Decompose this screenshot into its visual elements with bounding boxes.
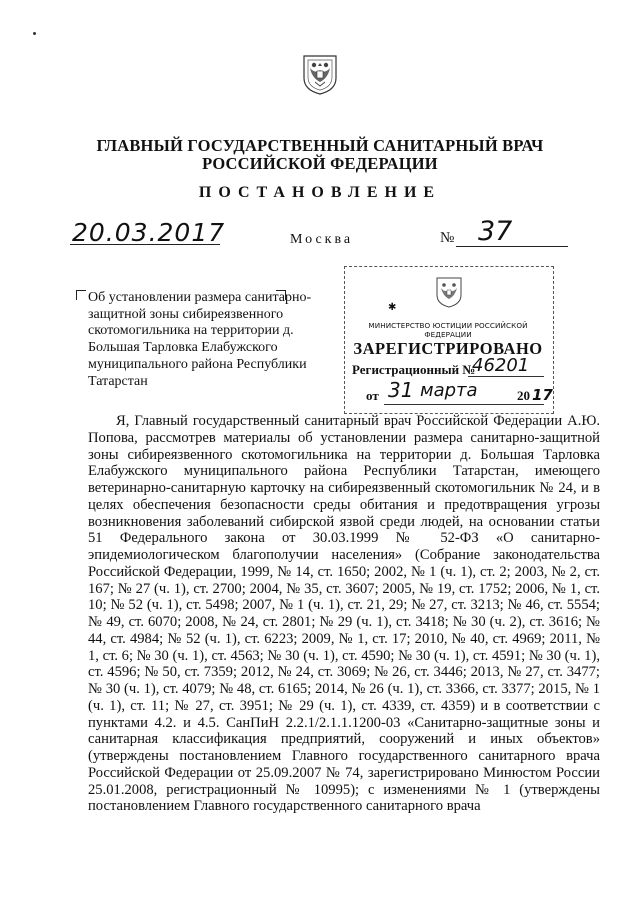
city: Москва: [290, 232, 354, 247]
subject-bracket-left: [76, 290, 86, 300]
date-underline: [70, 244, 220, 245]
stamp-date-prefix: от: [366, 388, 379, 403]
stamp-reg-label: Регистрационный №: [352, 362, 476, 377]
stamp-ministry: МИНИСТЕРСТВО ЮСТИЦИИ РОССИЙСКОЙ ФЕДЕРАЦИИ: [368, 321, 528, 339]
stamp-year-prefix: 20: [517, 388, 530, 403]
stamp-registered: ЗАРЕГИСТРИРОВАНО: [353, 339, 543, 358]
stamp-mark-icon: ✱: [388, 302, 397, 313]
coat-of-arms-emblem-icon: [300, 52, 340, 96]
stamp-year-suffix: 17: [532, 386, 553, 404]
issuer-title: ГЛАВНЫЙ ГОСУДАРСТВЕННЫЙ САНИТАРНЫЙ ВРАЧ: [96, 136, 544, 155]
document-type: ПОСТАНОВЛЕНИЕ: [198, 184, 442, 201]
decree-subject: Об установлении размера санитарно-защитной зоны сибиреязвенного скотомогильника на территории д. Большая Тарловка Елабужского муниципального района Республики Татарстан: [88, 290, 312, 389]
decree-number: 37: [478, 216, 513, 247]
stamp-reg-number: 46201: [472, 355, 530, 376]
scan-speck: [33, 32, 36, 35]
stamp-reg-underline: [468, 376, 544, 377]
stamp-day: 31: [388, 378, 414, 402]
decree-date: 20.03.2017: [72, 218, 226, 247]
stamp-date-underline: [384, 404, 544, 405]
stamp-month: марта: [420, 380, 478, 401]
number-underline: [456, 246, 568, 247]
decree-body: Я, Главный государственный санитарный врач Российской Федерации А.Ю. Попова, рассмотрев материалы об установлении размера санитарно-защитной зоны сибиреязвенного скотомогильника на территории д. Большая Тарловка Елабужского муниципального района Республики Татарстан, имеющего ветеринарно-санитарную карточку на сибиреязвенный скотомогильник № 24, и в целях обеспечения безопасности среды обитания и предотвращения угрозы возникновения заболеваний сибирской язвой среди людей, на основании статьи 51 Федерального закона от 30.03.1999 № 52-ФЗ «О санитарно-эпидемиологическом благополучии населения» (Собрание законодательства Российской Федерации, 1999, № 14, ст. 1650; 2002, № 1 (ч. 1), ст. 2; 2003, № 2, ст. 167; № 27 (ч. 1), ст. 2700; 2004, № 35, ст. 3607; 2005, № 19, ст. 1752; 2006, № 1, ст. 10; № 52 (ч. 1), ст. 5498; 2007, № 1 (ч. 1), ст. 21, 29; № 27, ст. 3213; № 46, ст. 5554; № 49, ст. 6070; 2008, № 24, ст. 2801; № 29 (ч. 1), ст. 3418; № 30 (ч. 2), ст. 3616; № 44, ст. 4984; № 52 (ч. 1), ст. 6223; 2009, № 1, ст. 17; 2010, № 40, ст. 4969; 2011, № 1, ст. 6; № 30 (ч. 1), ст. 4563; № 30 (ч. 1), ст. 4590; № 30 (ч. 1), ст. 4591; № 30 (ч. 1), ст. 4596; № 50, ст. 7359; 2012, № 24, ст. 3069; № 26, ст. 3446; 2013, № 27, ст. 3477; № 30 (ч. 1), ст. 4079; № 48, ст. 6165; 2014, № 26 (ч. 1), ст. 3366, ст. 3377; 2015, № 1 (ч. 1), ст. 11; № 27, ст. 3951; № 29 (ч. 1), ст. 4339, ст. 4359) и в соответствии с пунктами 4.2. и 4.5. СанПиН 2.2.1/2.1.1.1200-03 «Санитарно-защитные зоны и санитарная классификация предприятий, сооружений и иных объектов» (утверждены постановлением Главного государственного санитарного врача Российской Федерации от 25.09.2007 № 74, зарегистрировано Минюстом России 25.01.2008, регистрационный № 10995); с изменениями № 1 (утверждены постановлением Главного государственного санитарного врача: [88, 413, 600, 815]
stamp-emblem-icon: [434, 275, 464, 309]
number-label: №: [440, 230, 455, 246]
issuer-country: РОССИЙСКОЙ ФЕДЕРАЦИИ: [202, 154, 438, 173]
